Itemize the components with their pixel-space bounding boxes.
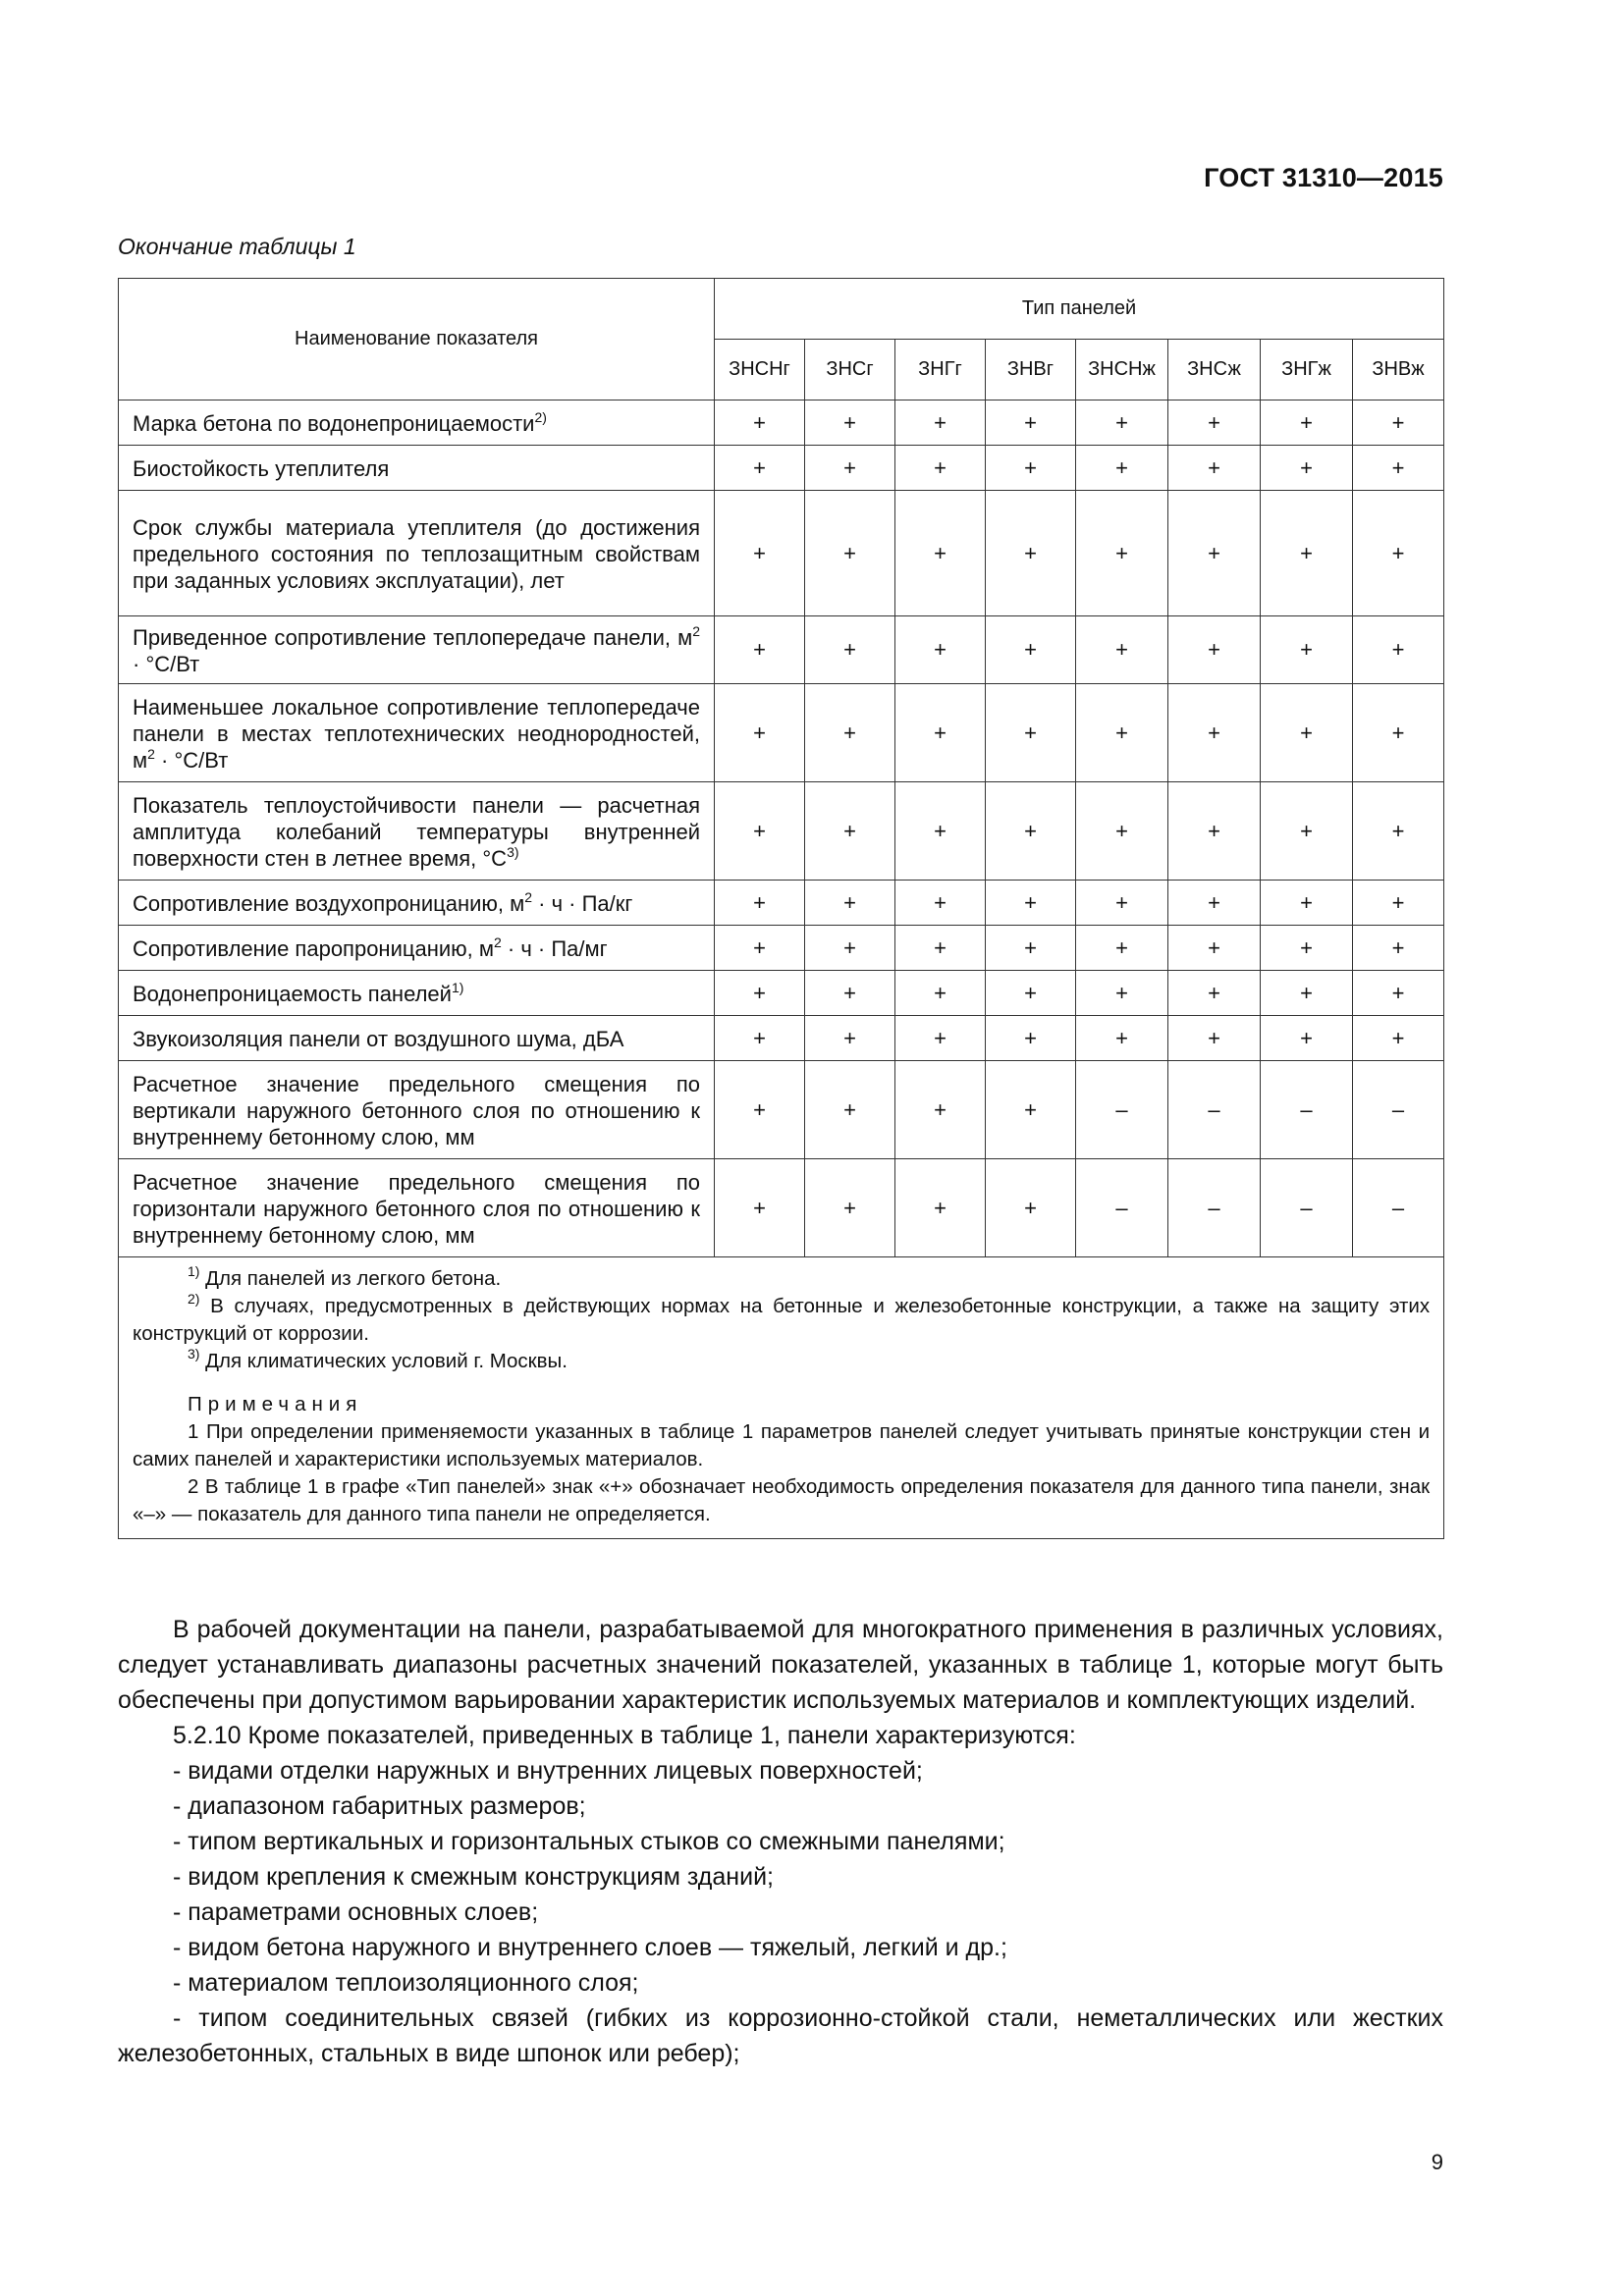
indicator-name: Сопротивление воздухопроницанию, м (133, 891, 525, 916)
panel-type-header: ЗНВг (986, 340, 1076, 400)
table-row (119, 971, 1444, 1016)
applicability-mark-cell: + (805, 446, 895, 491)
applicability-mark-cell: + (1076, 881, 1168, 926)
table-row (119, 446, 1444, 491)
applicability-mark-cell: + (1261, 491, 1353, 616)
superscript-mark: 3) (507, 844, 519, 860)
list-item: - диапазоном габаритных размеров; (173, 1792, 586, 1820)
table-row (119, 881, 1444, 926)
applicability-mark-cell: + (1353, 881, 1444, 926)
applicability-mark-cell: + (1261, 881, 1353, 926)
applicability-mark-cell: + (1076, 400, 1168, 446)
panel-type-header: ЗНСж (1168, 340, 1261, 400)
indicator-unit: · ч · Па/мг (501, 936, 608, 961)
table-row (119, 491, 1444, 616)
indicator-name: Биостойкость утеплителя (133, 456, 390, 481)
indicator-name: Водонепроницаемость панелей (133, 982, 452, 1006)
footnote-mark: 1) (188, 1263, 200, 1279)
applicability-mark-cell: + (805, 1016, 895, 1061)
applicability-mark-cell: + (1353, 400, 1444, 446)
applicability-mark-cell: + (1353, 971, 1444, 1016)
applicability-mark-cell: + (895, 684, 986, 782)
table-row (119, 616, 1444, 684)
list-item-last: - типом соединительных связей (гибких из коррозионно-стойкой стали, неметаллических или жестких железобетонных, стальных в виде шпонок или ребер); (118, 2004, 1443, 2067)
indicator-name-cell (119, 616, 715, 684)
applicability-mark-cell: + (1076, 446, 1168, 491)
applicability-mark-cell: + (1076, 491, 1168, 616)
applicability-mark-cell: + (1353, 684, 1444, 782)
applicability-mark-cell: + (986, 881, 1076, 926)
indicator-name: Срок службы материала утеплителя (до достижения предельного состояния по теплозащитным свойствам при заданных условиях эксплуатации), лет (133, 515, 700, 593)
footnote-text: В случаях, предусмотренных в действующих нормах на бетонные и железобетонные конструкции, а также на защиту этих конструкций от коррозии. (133, 1295, 1431, 1345)
applicability-mark-cell: + (986, 616, 1076, 684)
body-paragraph: В рабочей документации на панели, разрабатываемой для многократного применения в различных условиях, следует устанавливать диапазоны расчетных значений показателей, указанных в таблице 1, которые могут быть обеспечены при допустимом варьировании характеристик используемых материалов и комплектующих изделий. (118, 1616, 1443, 1714)
table-caption: Окончание таблицы 1 (118, 234, 356, 259)
table-row (119, 684, 1444, 782)
indicator-name-cell (119, 1159, 715, 1257)
indicator-name: Марка бетона по водонепроницаемости (133, 411, 535, 436)
applicability-mark-cell: + (986, 684, 1076, 782)
indicator-name-cell (119, 881, 715, 926)
applicability-mark-cell: + (895, 446, 986, 491)
applicability-mark-cell: + (1076, 926, 1168, 971)
applicability-mark-cell: – (1168, 1159, 1261, 1257)
clause-5-2-10: 5.2.10 Кроме показателей, приведенных в таблице 1, панели характеризуются: (173, 1722, 1076, 1749)
applicability-mark-cell: + (1261, 684, 1353, 782)
applicability-mark-cell: + (1261, 971, 1353, 1016)
page-number: 9 (1431, 2150, 1443, 2174)
superscript-mark: 2 (494, 934, 502, 950)
table-row (119, 1159, 1444, 1257)
panel-type-header: ЗНСг (805, 340, 895, 400)
indicator-name-cell (119, 782, 715, 881)
applicability-mark-cell: + (805, 616, 895, 684)
applicability-mark-cell: + (1076, 616, 1168, 684)
list-item: - параметрами основных слоев; (173, 1898, 539, 1926)
indicator-name-cell (119, 1061, 715, 1159)
applicability-mark-cell: + (715, 971, 805, 1016)
applicability-mark-cell: + (805, 881, 895, 926)
body-text (118, 1612, 1443, 2071)
applicability-mark-cell: + (895, 1016, 986, 1061)
table-notes-row (119, 1257, 1444, 1539)
table-row (119, 782, 1444, 881)
applicability-mark-cell: – (1261, 1061, 1353, 1159)
list-item: - видами отделки наружных и внутренних лицевых поверхностей; (173, 1757, 923, 1785)
indicator-name: Приведенное сопротивление теплопередаче панели, м (133, 625, 693, 650)
applicability-mark-cell: + (1353, 1016, 1444, 1061)
indicator-name: Наименьшее локальное сопротивление теплопередаче панели в местах теплотехнических неоднородностей, м (133, 695, 700, 773)
applicability-mark-cell: + (986, 1016, 1076, 1061)
indicator-name-cell (119, 926, 715, 971)
applicability-mark-cell: + (986, 926, 1076, 971)
applicability-mark-cell: + (1076, 684, 1168, 782)
applicability-mark-cell: + (1261, 446, 1353, 491)
panel-type-header: ЗНСНж (1076, 340, 1168, 400)
panel-type-header: ЗНГж (1261, 340, 1353, 400)
applicability-mark-cell: + (1261, 926, 1353, 971)
applicability-mark-cell: + (805, 684, 895, 782)
applicability-mark-cell: + (1168, 971, 1261, 1016)
indicator-name-cell (119, 491, 715, 616)
applicability-mark-cell: + (895, 971, 986, 1016)
indicator-name: Расчетное значение предельного смещения по горизонтали наружного бетонного слоя по отношению к внутреннему бетонному слою, мм (133, 1170, 700, 1248)
note-item: 2 В таблице 1 в графе «Тип панелей» знак «+» обозначает необходимость определения показателя для данного типа панели, знак «–» — показатель для данного типа панели не определяется. (133, 1475, 1431, 1525)
applicability-mark-cell: + (986, 1159, 1076, 1257)
footnote-text: Для климатических условий г. Москвы. (205, 1350, 568, 1372)
applicability-mark-cell: – (1076, 1159, 1168, 1257)
panel-type-header: ЗНСНг (715, 340, 805, 400)
indicator-name: Сопротивление паропроницанию, м (133, 936, 494, 961)
applicability-mark-cell: + (805, 782, 895, 881)
panel-type-header: ЗНВж (1353, 340, 1444, 400)
indicator-name-cell (119, 446, 715, 491)
table-row (119, 926, 1444, 971)
applicability-mark-cell: + (1353, 926, 1444, 971)
panel-type-header: ЗНГг (895, 340, 986, 400)
indicator-name-cell (119, 684, 715, 782)
table-notes (119, 1257, 1444, 1539)
applicability-mark-cell: + (895, 616, 986, 684)
applicability-mark-cell: – (1353, 1159, 1444, 1257)
superscript-mark: 2 (524, 889, 533, 905)
table-row (119, 1061, 1444, 1159)
applicability-mark-cell: + (895, 782, 986, 881)
applicability-mark-cell: + (1261, 616, 1353, 684)
applicability-mark-cell: + (715, 446, 805, 491)
list-item: - видом бетона наружного и внутреннего слоев — тяжелый, легкий и др.; (173, 1934, 1007, 1961)
table-row (119, 1016, 1444, 1061)
applicability-mark-cell: + (986, 400, 1076, 446)
table-row (119, 400, 1444, 446)
applicability-mark-cell: – (1353, 1061, 1444, 1159)
indicator-name-cell (119, 971, 715, 1016)
superscript-mark: 2 (147, 746, 155, 762)
applicability-mark-cell: + (715, 1061, 805, 1159)
applicability-mark-cell: + (986, 971, 1076, 1016)
notes-title: Примечания (188, 1393, 363, 1415)
applicability-mark-cell: + (895, 491, 986, 616)
applicability-mark-cell: + (805, 1159, 895, 1257)
footnote (133, 1293, 1430, 1348)
applicability-mark-cell: + (1168, 446, 1261, 491)
column-header-panel-types: Тип панелей (715, 279, 1444, 340)
note-item: 1 При определении применяемости указанных в таблице 1 параметров панелей следует учитывать принятые конструкции стен и самих панелей и характеристики используемых материалов. (133, 1420, 1431, 1470)
applicability-mark-cell: – (1168, 1061, 1261, 1159)
characteristics-list (118, 1753, 1443, 2001)
applicability-mark-cell: + (715, 616, 805, 684)
applicability-mark-cell: + (715, 782, 805, 881)
superscript-mark: 2 (692, 623, 700, 639)
applicability-mark-cell: + (986, 446, 1076, 491)
applicability-mark-cell: + (1168, 881, 1261, 926)
applicability-mark-cell: + (1168, 616, 1261, 684)
footnote-mark: 3) (188, 1346, 200, 1362)
applicability-mark-cell: + (1076, 1016, 1168, 1061)
indicator-name-cell (119, 400, 715, 446)
footnote-mark: 2) (188, 1291, 200, 1307)
applicability-mark-cell: + (715, 400, 805, 446)
indicator-unit: · ч · Па/кг (532, 891, 633, 916)
indicator-unit: · °С/Вт (154, 748, 229, 773)
applicability-mark-cell: + (805, 491, 895, 616)
applicability-mark-cell: + (895, 1061, 986, 1159)
applicability-mark-cell: + (1076, 782, 1168, 881)
applicability-mark-cell: + (986, 1061, 1076, 1159)
superscript-mark: 2) (534, 409, 547, 425)
applicability-mark-cell: + (986, 491, 1076, 616)
table-body (119, 400, 1444, 1539)
applicability-mark-cell: + (1168, 782, 1261, 881)
applicability-mark-cell: + (1261, 782, 1353, 881)
indicator-name: Звукоизоляция панели от воздушного шума, дБА (133, 1027, 624, 1051)
applicability-mark-cell: + (715, 881, 805, 926)
applicability-mark-cell: + (1353, 491, 1444, 616)
applicability-mark-cell: + (1168, 684, 1261, 782)
indicator-unit: · °С/Вт (133, 652, 200, 676)
applicability-mark-cell: + (1353, 616, 1444, 684)
applicability-mark-cell: + (986, 782, 1076, 881)
indicators-table (118, 278, 1444, 1539)
indicator-name-cell (119, 1016, 715, 1061)
applicability-mark-cell: + (895, 400, 986, 446)
applicability-mark-cell: + (1353, 446, 1444, 491)
applicability-mark-cell: + (895, 881, 986, 926)
applicability-mark-cell: + (715, 926, 805, 971)
applicability-mark-cell: + (715, 684, 805, 782)
applicability-mark-cell: + (1168, 491, 1261, 616)
list-item: - материалом теплоизоляционного слоя; (173, 1969, 639, 1997)
applicability-mark-cell: + (1353, 782, 1444, 881)
applicability-mark-cell: + (895, 926, 986, 971)
applicability-mark-cell: + (1168, 1016, 1261, 1061)
applicability-mark-cell: – (1076, 1061, 1168, 1159)
column-header-indicator-name: Наименование показателя (119, 279, 715, 400)
list-item: - видом крепления к смежным конструкциям зданий; (173, 1863, 774, 1891)
applicability-mark-cell: + (895, 1159, 986, 1257)
document-code-header: ГОСТ 31310—2015 (1204, 163, 1443, 192)
footnote (133, 1348, 1430, 1375)
footnote-text: Для панелей из легкого бетона. (205, 1267, 502, 1290)
applicability-mark-cell: + (715, 1159, 805, 1257)
superscript-mark: 1) (451, 980, 464, 995)
applicability-mark-cell: + (805, 926, 895, 971)
applicability-mark-cell: + (715, 491, 805, 616)
applicability-mark-cell: + (1168, 926, 1261, 971)
applicability-mark-cell: + (1168, 400, 1261, 446)
applicability-mark-cell: + (1261, 1016, 1353, 1061)
applicability-mark-cell: – (1261, 1159, 1353, 1257)
indicator-name: Расчетное значение предельного смещения по вертикали наружного бетонного слоя по отношению к внутреннему бетонному слою, мм (133, 1072, 700, 1149)
indicator-name: Показатель теплоустойчивости панели — расчетная амплитуда колебаний температуры внутренней поверхности стен в летнее время, °С (133, 793, 700, 871)
applicability-mark-cell: + (805, 971, 895, 1016)
applicability-mark-cell: + (805, 400, 895, 446)
applicability-mark-cell: + (715, 1016, 805, 1061)
applicability-mark-cell: + (805, 1061, 895, 1159)
footnote (133, 1265, 1430, 1293)
applicability-mark-cell: + (1076, 971, 1168, 1016)
list-item: - типом вертикальных и горизонтальных стыков со смежными панелями; (173, 1828, 1005, 1855)
applicability-mark-cell: + (1261, 400, 1353, 446)
